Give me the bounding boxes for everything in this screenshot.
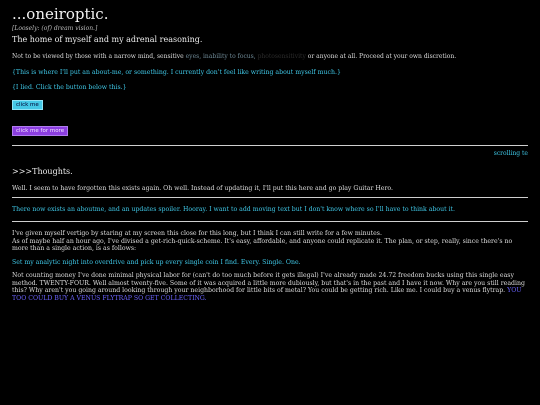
about-text: {This is where I'll put an about-me, or something. I currently don't feel like writing about myself much.}	[12, 69, 341, 76]
thought-paragraph-3	[12, 230, 528, 253]
warning-part-a: Not to be viewed by those with a narrow mind, sensitive	[12, 53, 186, 60]
thought-paragraph-4: Set my analytic night into overdrive and pick up every single coin I find. Every. Single. One.	[12, 259, 301, 266]
thought-paragraph-5-text: Not counting money I've done minimal physical labor for (can't do too much before it gets illegal) I've already made 24.72 freedom bucks using this single easy method. TWENTY-FOUR. Well almost twenty-five. Some of it was acquired a little more dubiously, but that's in the past and I have it now. Why are you still reading this? Why aren't you going around looking through your neighborhood for little bits of metal? You could be getting rich. Like me. I could buy a venus flytrap.	[12, 272, 525, 295]
lied-text: {I lied. Click the button below this.}	[12, 84, 127, 91]
click-me-button[interactable]: click me	[12, 100, 43, 110]
click-me-more-button[interactable]: click me for more	[12, 126, 68, 136]
divider	[12, 197, 528, 198]
warning-part-c: photosensitivity	[255, 53, 308, 60]
tagline: [Loosely: (of) dream vision.]	[12, 25, 98, 32]
warning-part-b: eyes, inability to focus,	[185, 53, 256, 60]
thought-paragraph-1: Well. I seem to have forgotten this exists again. Oh well. Instead of updating it, I'll put this here and go play Guitar Hero.	[12, 185, 393, 192]
thought-paragraph-2: There now exists an aboutme, and an updates spoiler. Hooray. I want to add moving text but I don't know where so I'll have to think about it.	[12, 206, 455, 213]
divider-top	[12, 145, 528, 146]
flytrap-link[interactable]: YOU TOO COULD BUY A VENUS FLYTRAP SO GET COLLECTING.	[12, 287, 522, 302]
thoughts-heading: >>>Thoughts.	[12, 167, 73, 176]
scrolling-text-link[interactable]: scrolling te	[493, 150, 528, 157]
warning-part-d: or anyone at all. Proceed at your own discretion.	[307, 53, 457, 60]
divider	[12, 221, 528, 222]
site-title: ...oneiroptic.	[12, 5, 109, 23]
thought-paragraph-3-line-1: I've given myself vertigo by staring at my screen this close for this long, but I think I can still write for a few minutes.	[12, 230, 382, 237]
site-subtitle: The home of myself and my adrenal reasoning.	[12, 35, 203, 44]
thought-paragraph-5	[12, 272, 528, 302]
warning-text	[12, 53, 528, 60]
thought-paragraph-3-line-2: As of maybe half an hour ago, I've divised a get-rich-quick-scheme. It's easy, affordable, and anyone could replicate it. The plan, or step, really, since there's no more than a single action, is as follows:	[12, 237, 513, 253]
header	[12, 6, 528, 136]
